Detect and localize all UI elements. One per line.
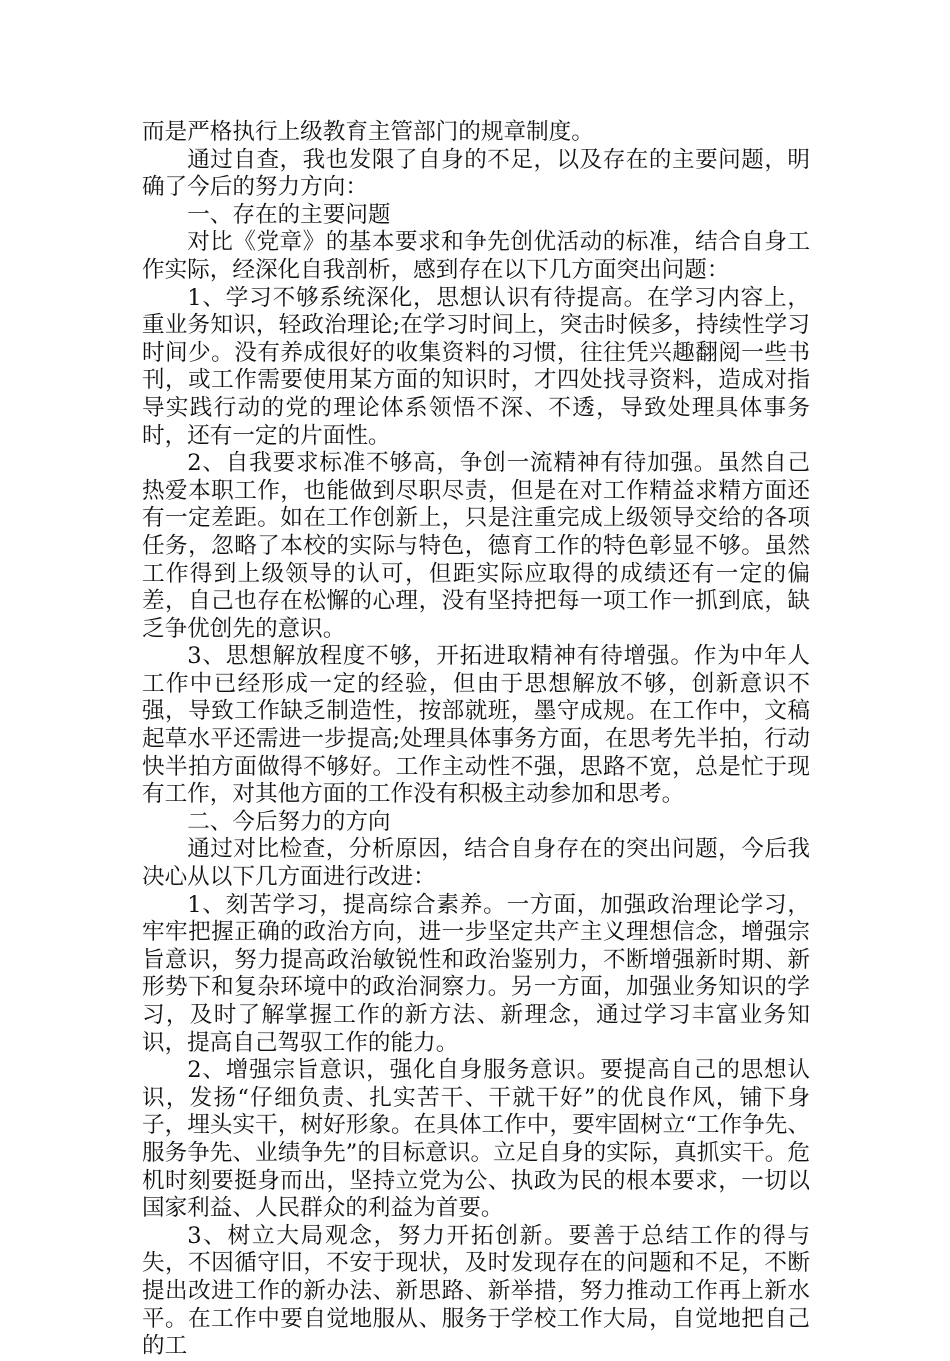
paragraph-problems-intro: 对比《党章》的基本要求和争先创优活动的标准，结合自身工作实际，经深化自我剖析，感到存在以下几方面突出问题： [142, 229, 810, 283]
paragraph-problem-3: 3、思想解放程度不够，开拓进取精神有待增强。作为中年人工作中已经形成一定的经验，但由于思想解放不够，创新意识不强，导致工作缺乏制造性，按部就班，墨守成规。在工作中，文稿起草水平还需进一步提高;处理具体事务方面，在思考先半拍，行动快半拍方面做得不够好。工作主动性不强，思路不宽，总是忙于现有工作，对其他方面的工作没有积极主动参加和思考。 [142, 643, 810, 808]
paragraph-direction-intro: 通过对比检查，分析原因，结合自身存在的突出问题，今后我决心从以下几方面进行改进： [142, 836, 810, 891]
paragraph-self-inspection-intro: 通过自查，我也发限了自身的不足，以及存在的主要问题，明确了今后的努力方向： [142, 146, 810, 201]
paragraph-continuation: 而是严格执行上级教育主管部门的规章制度。 [142, 119, 594, 145]
section-heading-direction: 二、今后努力的方向 [187, 808, 391, 835]
section-heading-problems: 一、存在的主要问题 [187, 201, 391, 228]
paragraph-problem-1: 1、学习不够系统深化，思想认识有待提高。在学习内容上，重业务知识，轻政治理论;在学习时间上，突击时候多，持续性学习时间少。没有养成很好的收集资料的习惯，往往凭兴趣翻阅一些书刊，或工作需要使用某方面的知识时，才四处找寻资料，造成对指导实践行动的党的理论体系领悟不深、不透，导致处理具体事务时，还有一定的片面性。 [142, 284, 810, 449]
paragraph-direction-2: 2、增强宗旨意识，强化自身服务意识。要提高自己的思想认识，发扬“仔细负责、扎实苦干、干就干好”的优良作风，铺下身子，埋头实干，树好形象。在具体工作中，要牢固树立“工作争先、服务争先、业绩争先”的目标意识。立足自身的实际，真抓实干。危机时刻要挺身而出，坚持立党为公、执政为民的根本要求，一切以国家利益、人民群众的利益为首要。 [142, 1057, 810, 1222]
paragraph-direction-3: 3、树立大局观念，努力开拓创新。要善于总结工作的得与失，不因循守旧，不安于现状，及时发现存在的问题和不足，不断提出改进工作的新办法、新思路、新举措，努力推动工作再上新水平。在工作中要自觉地服从、服务于学校工作大局，自觉地把自己的工 [142, 1222, 810, 1360]
paragraph-problem-2: 2、自我要求标准不够高，争创一流精神有待加强。虽然自己热爱本职工作，也能做到尽职尽责，但是在对工作精益求精方面还有一定差距。如在工作创新上，只是注重完成上级领导交给的各项任务，忽略了本校的实际与特色，德育工作的特色彰显不够。虽然工作得到上级领导的认可，但距实际应取得的成绩还有一定的偏差，自己也存在松懈的心理，没有坚持把每一项工作一抓到底，缺乏争优创先的意识。 [142, 450, 810, 642]
document-page [142, 119, 810, 1361]
paragraph-direction-1: 1、刻苦学习，提高综合素养。一方面，加强政治理论学习，牢牢把握正确的政治方向，进一步坚定共产主义理想信念，增强宗旨意识，努力提高政治敏锐性和政治鉴别力，不断增强新时期、新形势下和复杂环境中的政治洞察力。另一方面，加强业务知识的学习，及时了解掌握工作的新方法、新理念，通过学习丰富业务知识，提高自己驾驭工作的能力。 [142, 891, 810, 1056]
